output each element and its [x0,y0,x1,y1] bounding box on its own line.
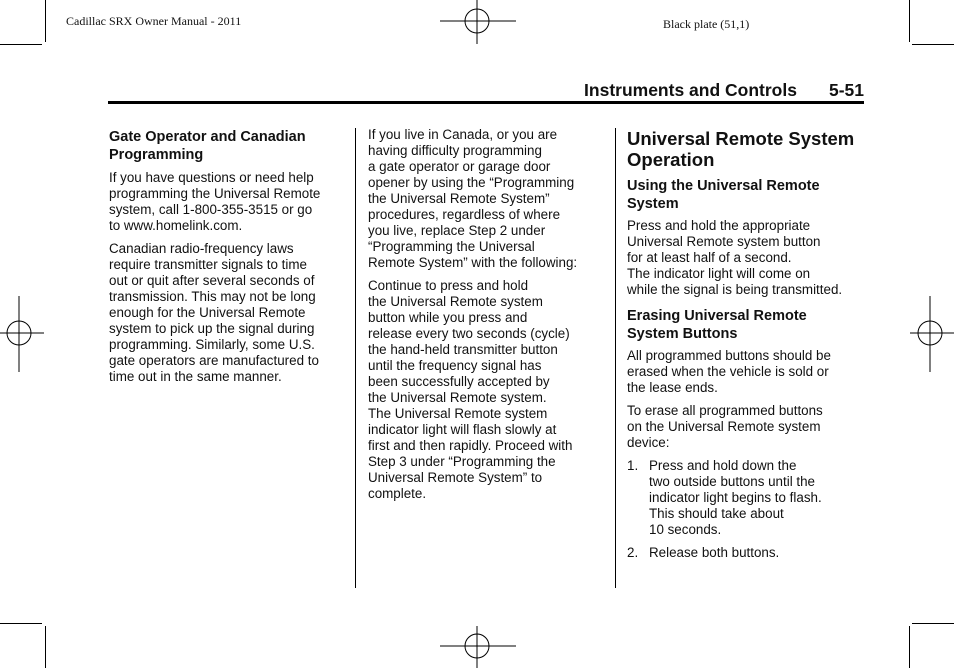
registration-mark-top [440,0,516,44]
column-divider [615,128,616,588]
section-title: Instruments and Controls [584,80,797,100]
paragraph: All programmed buttons should be erased when the vehicle is sold or the lease ends. [627,348,831,395]
crop-mark [45,0,46,42]
crop-mark [909,626,910,668]
registration-mark-bottom [440,626,516,668]
erasing-heading: Erasing Universal Remote System Buttons [627,308,807,342]
column-1 [109,128,349,392]
paragraph: If you live in Canada, or you are having difficulty programming a gate operator or garage door opener by using the “Programming the Universal Remote System” procedures, regardless of where you live, replace Step 2 under “Programming the Universal Remote System” with the following: [368,127,578,270]
crop-mark [912,44,954,45]
crop-mark [0,623,42,624]
crop-mark [0,44,42,45]
page-number: 5-51 [828,80,864,100]
running-header [584,80,864,101]
paragraph: To erase all programmed buttons on the Universal Remote system device: [627,403,823,450]
list-item: 2. Release both buttons. [627,545,780,560]
list-item: 1. Press and hold down the two outside buttons until the indicator light begins to flash. This should take about 10 seconds. [627,458,822,537]
plate-right-label: Black plate (51,1) [663,17,750,31]
paragraph: Press and hold the appropriate Universal Remote system button for at least half of a second. The indicator light will come on while the signal is being transmitted. [627,218,843,297]
paragraph: Continue to press and hold the Universal Remote system button while you press and release every two seconds (cycle) the hand-held transmitter button until the frequency signal has been successfully accepted by the Universal Remote system. The Universal Remote system indicator light will flash slowly at first and then rapidly. Proceed with Step 3 under “Programming the Universal Remote System” to complete. [368,278,573,501]
crop-mark [45,626,46,668]
column-3 [627,128,877,568]
using-heading: Using the Universal Remote System [627,178,820,212]
column-divider [355,128,356,588]
gate-operator-heading: Gate Operator and Canadian Programming [109,129,306,163]
paragraph: Canadian radio-frequency laws require transmitter signals to time out or quit after several seconds of transmission. This may not be long enough for the Universal Remote system to pick up the signal during programming. Similarly, some U.S. gate operators are manufactured to time out in the same manner. [109,241,319,384]
paragraph: If you have questions or need help programming the Universal Remote system, call 1-800-355-3515 or go to www.homelink.com. [109,170,321,233]
crop-mark [912,623,954,624]
plate-left-label: Cadillac SRX Owner Manual - 2011 [66,14,242,28]
registration-mark-right [910,296,954,372]
column-2 [368,127,608,509]
registration-mark-left [0,296,44,372]
section-title-universal-remote: Universal Remote System Operation [627,128,855,170]
crop-mark [909,0,910,42]
header-rule [108,101,864,104]
